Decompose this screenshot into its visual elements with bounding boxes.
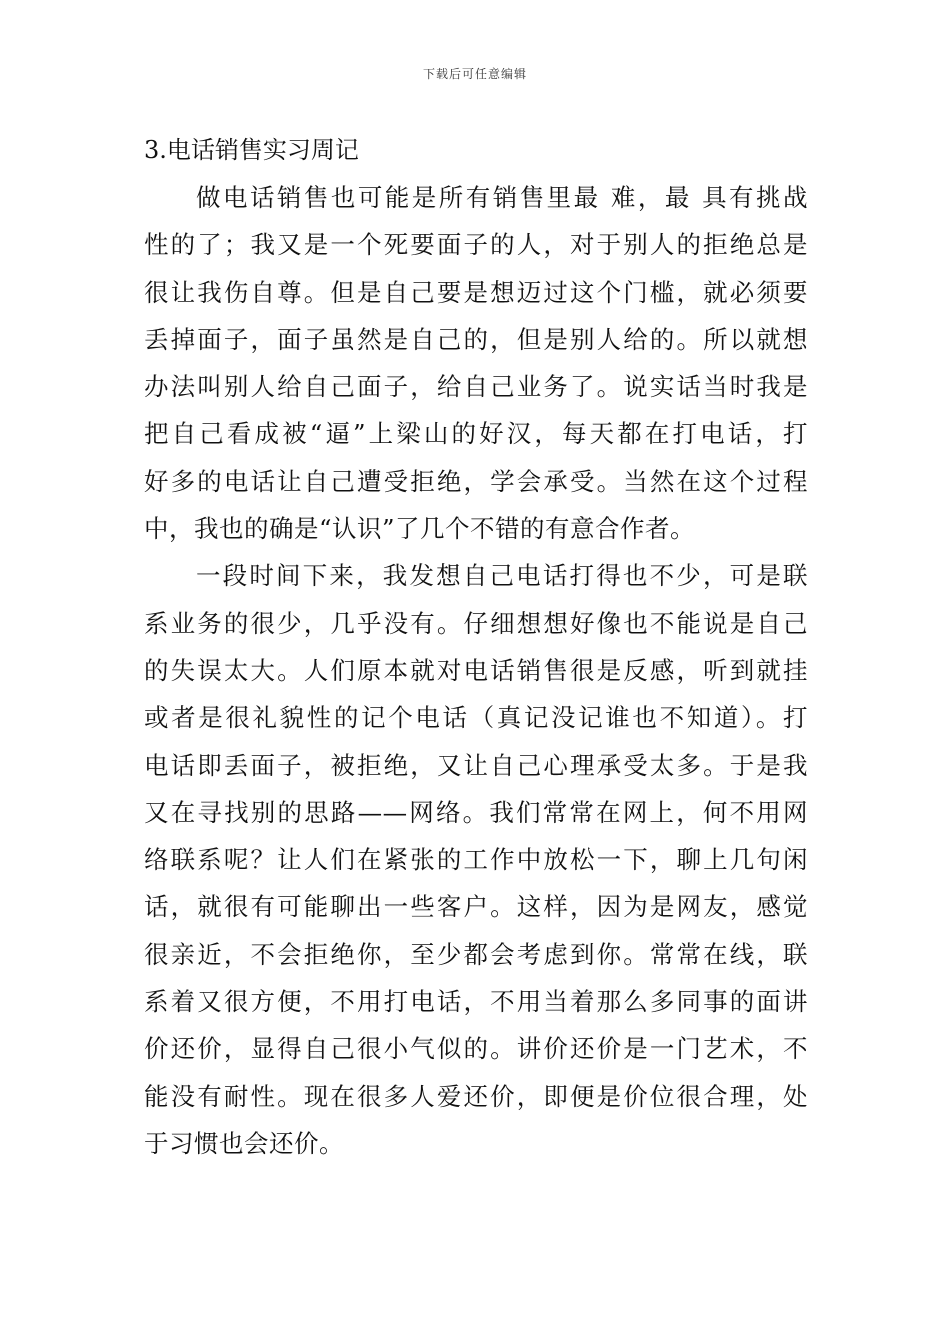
paragraph-line: 能没有耐性。现在很多人爱还价，即便是价位很合理，处 [144, 1081, 808, 1111]
paragraph-line: 络联系呢？让人们在紧张的工作中放松一下，聊上几句闲 [144, 845, 808, 875]
paragraph-line: 系着又很方便，不用打电话，不用当着那么多同事的面讲 [144, 987, 808, 1017]
paragraph-line: 把自己看成被“逼”上梁山的好汉，每天都在打电话，打 [144, 419, 808, 449]
paragraph-2 [144, 552, 808, 1167]
paragraph-line: 电话即丢面子，被拒绝，又让自己心理承受太多。于是我 [144, 750, 808, 780]
paragraph-line: 办法叫别人给自己面子，给自己业务了。说实话当时我是 [144, 372, 808, 402]
paragraph-line: 一段时间下来，我发想自己电话打得也不少，可是联 [196, 561, 808, 591]
paragraph-line: 中，我也的确是“认识”了几个不错的有意合作者。 [144, 514, 696, 544]
paragraph-line: 价还价，显得自己很小气似的。讲价还价是一门艺术，不 [144, 1034, 808, 1064]
header-note: 下载后可任意编辑 [422, 67, 527, 81]
paragraph-line: 丢掉面子，面子虽然是自己的，但是别人给的。所以就想 [144, 324, 808, 354]
paragraph-line: 话，就很有可能聊出一些客户。这样，因为是网友，感觉 [144, 892, 808, 922]
document-title: 3.电话销售实习周记 [144, 136, 359, 164]
paragraph-line: 或者是很礼貌性的记个电话（真记没记谁也不知道）。打 [144, 703, 808, 733]
paragraph-line: 于习惯也会还价。 [144, 1128, 344, 1158]
paragraph-line: 系业务的很少，几乎没有。仔细想想好像也不能说是自己 [144, 608, 808, 638]
paragraph-line: 性的了；我又是一个死要面子的人，对于别人的拒绝总是 [144, 230, 808, 260]
paragraph-1 [144, 174, 808, 552]
paragraph-line: 做电话销售也可能是所有销售里最 难，最 具有挑战 [196, 183, 808, 212]
paragraph-line: 很让我伤自尊。但是自己要是想迈过这个门槛，就必须要 [144, 277, 808, 307]
paragraph-line: 好多的电话让自己遭受拒绝，学会承受。当然在这个过程 [144, 466, 808, 496]
paragraph-line: 的失误太大。人们原本就对电话销售很是反感，听到就挂 [144, 655, 808, 685]
paragraph-line: 很亲近，不会拒绝你，至少都会考虑到你。常常在线，联 [144, 939, 808, 969]
paragraph-line: 又在寻找别的思路——网络。我们常常在网上，何不用网 [144, 797, 808, 827]
document-body [144, 127, 808, 1167]
